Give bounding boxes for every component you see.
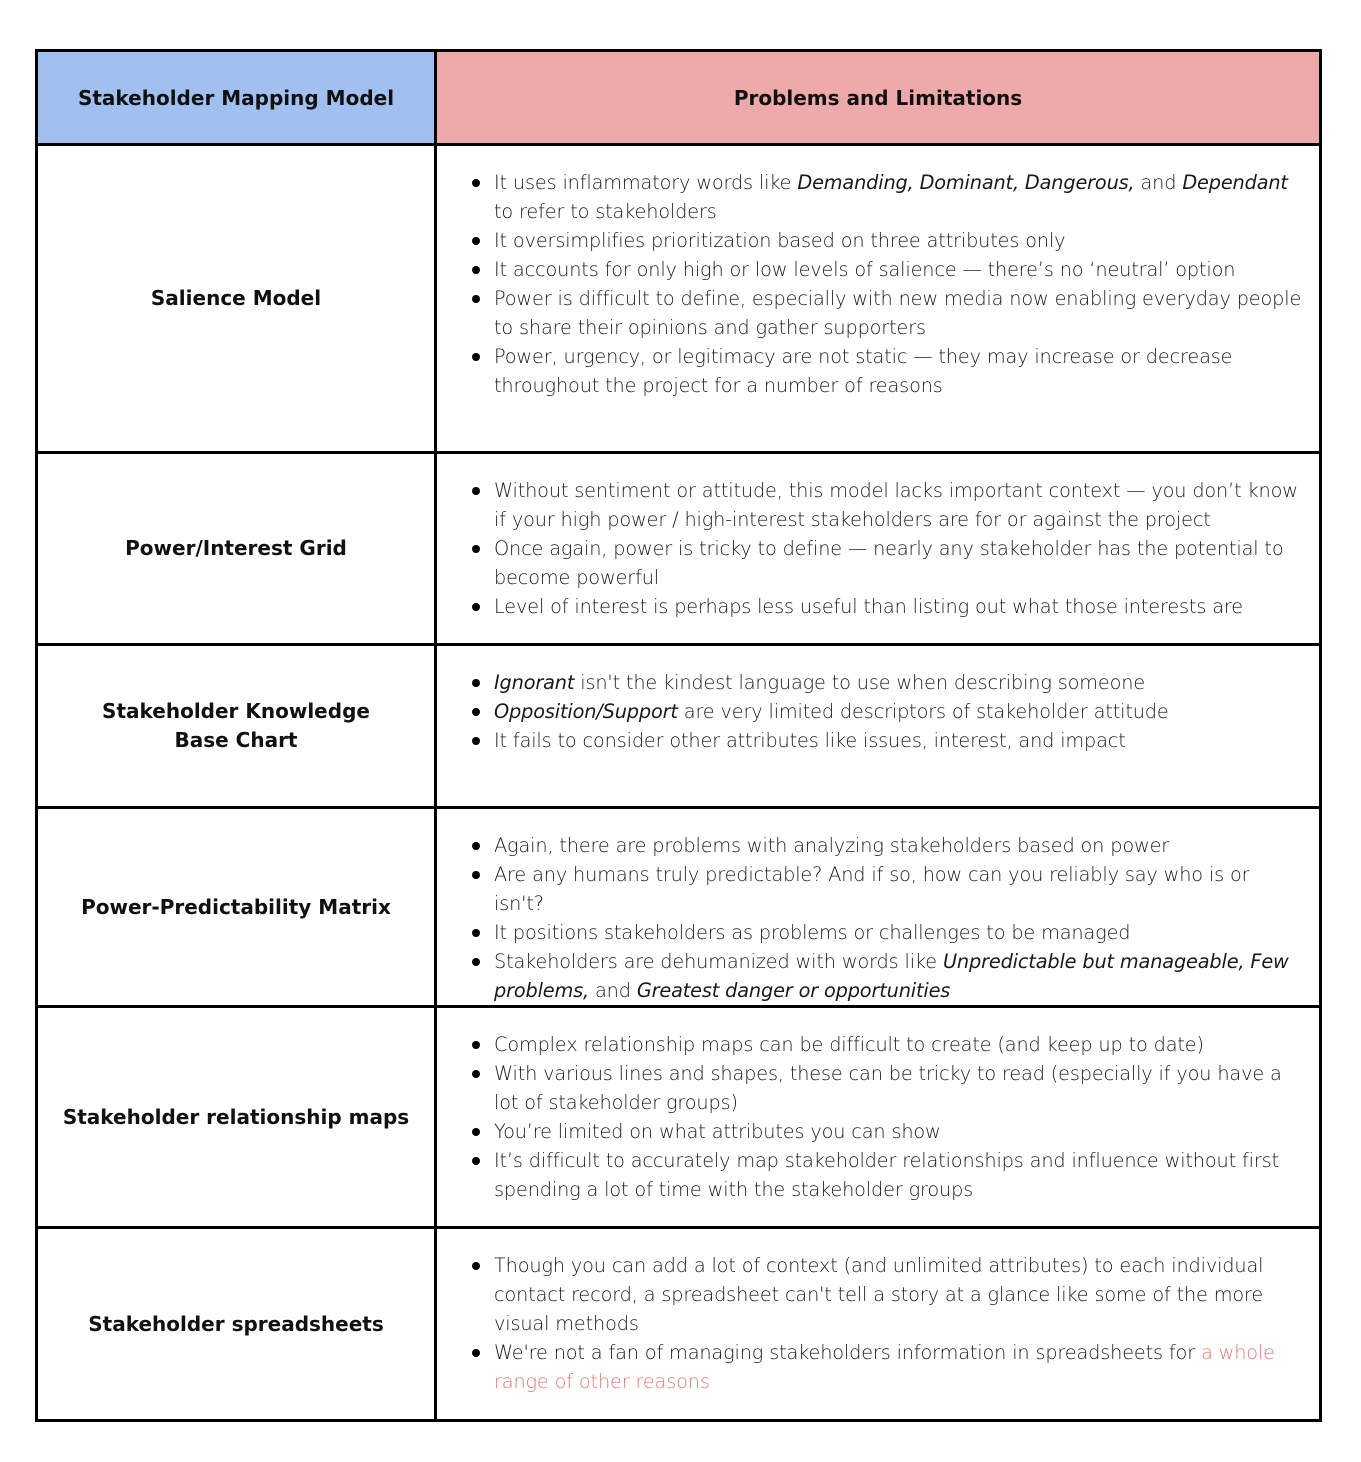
comparison-table — [35, 49, 1322, 1422]
problems-cell — [436, 453, 1321, 645]
table-row — [37, 808, 1321, 1007]
bullet-icon — [472, 1157, 480, 1165]
bullet-icon — [472, 1128, 480, 1136]
list-item: You’re limited on what attributes you can show — [494, 1117, 1303, 1146]
problems-list — [437, 1030, 1303, 1204]
list-item: It oversimplifies prioritization based on three attributes only — [494, 226, 1303, 255]
bullet-icon — [472, 737, 480, 745]
bullet-icon — [472, 871, 480, 879]
bullet-icon — [472, 237, 480, 245]
list-item: Ignorant isn't the kindest language to use when describing someone — [494, 668, 1303, 697]
model-name: Stakeholder spreadsheets — [37, 1228, 436, 1421]
list-item: Without sentiment or attitude, this model lacks important context — you don’t know if your high power / high-interest stakeholders are for or against the project — [494, 476, 1303, 534]
bullet-icon — [472, 179, 480, 187]
bullet-icon — [472, 266, 480, 274]
bullet-icon — [472, 603, 480, 611]
bullet-icon — [472, 1349, 480, 1357]
bullet-icon — [472, 295, 480, 303]
list-item: Stakeholders are dehumanized with words like Unpredictable but manageable, Few problems, and Greatest danger or opportunities — [494, 947, 1303, 1005]
problems-cell — [436, 808, 1321, 1007]
bullet-icon — [472, 958, 480, 966]
bullet-icon — [472, 487, 480, 495]
other-reasons-link[interactable]: a whole range of other reasons — [494, 1341, 1275, 1393]
problems-cell — [436, 645, 1321, 808]
header-problems: Problems and Limitations — [436, 51, 1321, 145]
bullet-icon — [472, 353, 480, 361]
problems-list — [437, 831, 1303, 1005]
problems-list — [437, 168, 1303, 400]
list-item: Once again, power is tricky to define — nearly any stakeholder has the potential to become powerful — [494, 534, 1303, 592]
table-row — [37, 645, 1321, 808]
list-item: It’s difficult to accurately map stakeholder relationships and influence without first spending a lot of time with the stakeholder groups — [494, 1146, 1303, 1204]
bullet-icon — [472, 1070, 480, 1078]
problems-cell — [436, 145, 1321, 453]
list-item: It uses inflammatory words like Demanding, Dominant, Dangerous, and Dependant to refer to stakeholders — [494, 168, 1303, 226]
bullet-icon — [472, 545, 480, 553]
model-name: Salience Model — [37, 145, 436, 453]
table-row — [37, 1228, 1321, 1421]
problems-list — [437, 668, 1303, 755]
list-item: With various lines and shapes, these can be tricky to read (especially if you have a lot of stakeholder groups) — [494, 1059, 1303, 1117]
header-model: Stakeholder Mapping Model — [37, 51, 436, 145]
table-row — [37, 453, 1321, 645]
list-item: Power, urgency, or legitimacy are not static — they may increase or decrease throughout the project for a number of reasons — [494, 342, 1303, 400]
bullet-icon — [472, 1262, 480, 1270]
problems-list — [437, 1251, 1303, 1396]
model-name: Stakeholder Knowledge Base Chart — [37, 645, 436, 808]
table-row — [37, 1007, 1321, 1228]
list-item: Opposition/Support are very limited descriptors of stakeholder attitude — [494, 697, 1303, 726]
header-row — [37, 51, 1321, 145]
list-item: Power is difficult to define, especially with new media now enabling everyday people to share their opinions and gather supporters — [494, 284, 1303, 342]
list-item: We're not a fan of managing stakeholders information in spreadsheets for a whole range of other reasons — [494, 1338, 1303, 1396]
bullet-icon — [472, 929, 480, 937]
model-name: Stakeholder relationship maps — [37, 1007, 436, 1228]
bullet-icon — [472, 679, 480, 687]
problems-cell — [436, 1228, 1321, 1421]
table-row — [37, 145, 1321, 453]
list-item: It accounts for only high or low levels of salience — there’s no ‘neutral’ option — [494, 255, 1303, 284]
model-name: Power-Predictability Matrix — [37, 808, 436, 1007]
problems-list — [437, 476, 1303, 621]
list-item: Again, there are problems with analyzing stakeholders based on power — [494, 831, 1303, 860]
bullet-icon — [472, 708, 480, 716]
bullet-icon — [472, 1041, 480, 1049]
bullet-icon — [472, 842, 480, 850]
list-item: Complex relationship maps can be difficult to create (and keep up to date) — [494, 1030, 1303, 1059]
list-item: Though you can add a lot of context (and unlimited attributes) to each individual contact record, a spreadsheet can't tell a story at a glance like some of the more visual methods — [494, 1251, 1303, 1338]
list-item: It fails to consider other attributes like issues, interest, and impact — [494, 726, 1303, 755]
list-item: Are any humans truly predictable? And if so, how can you reliably say who is or isn't? — [494, 860, 1303, 918]
list-item: It positions stakeholders as problems or challenges to be managed — [494, 918, 1303, 947]
model-name: Power/Interest Grid — [37, 453, 436, 645]
list-item: Level of interest is perhaps less useful than listing out what those interests are — [494, 592, 1303, 621]
problems-cell — [436, 1007, 1321, 1228]
